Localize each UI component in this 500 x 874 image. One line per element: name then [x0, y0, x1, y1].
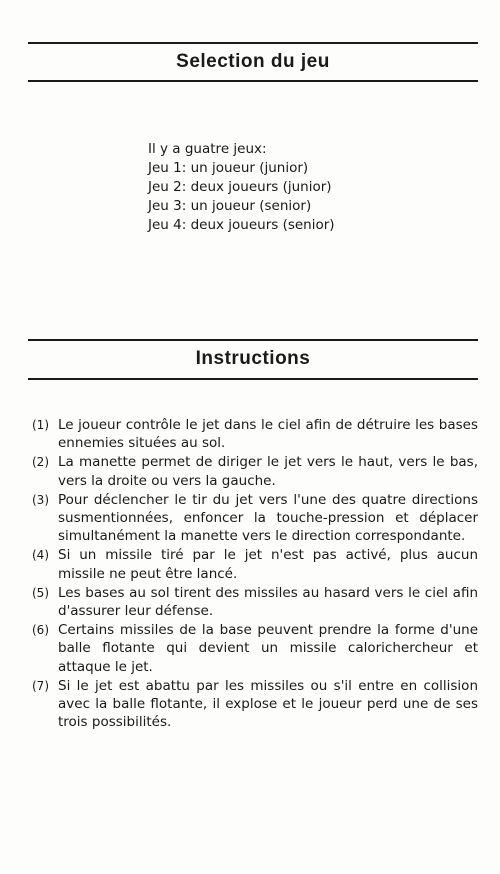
- game-list-item: Jeu 2: deux joueurs (junior): [148, 179, 332, 195]
- game-list: [148, 140, 335, 235]
- instruction-item: [32, 453, 478, 489]
- instruction-text: Pour déclencher le tir du jet vers l'une des quatre directions susmentionnées, enfoncer la touche-pression et déplacer simultanément la manette vers le direction correspondante.: [58, 491, 478, 545]
- section-title-instructions: Instructions: [195, 348, 311, 369]
- instruction-number: (1): [32, 418, 49, 432]
- instruction-item: [32, 416, 478, 452]
- instruction-number: (5): [32, 585, 49, 600]
- game-list-item: Jeu 4: deux joueurs (senior): [148, 217, 335, 233]
- instruction-text: Le joueur contrôle le jet dans le ciel afin de détruire les bases ennemies situées au sol.: [58, 417, 478, 452]
- instruction-item: [32, 677, 478, 732]
- instruction-text: Certains missiles de la base peuvent prendre la forme d'une balle flotante qui devient un missile calorichercheur et attaque le jet.: [58, 622, 478, 675]
- instruction-item: [32, 491, 478, 546]
- section-title-game-selection: Selection du jeu: [176, 51, 330, 72]
- instruction-text: Si un missile tiré par le jet n'est pas activé, plus aucun missile ne peut être lancé.: [58, 547, 478, 582]
- instruction-item: [32, 546, 478, 582]
- instructions-title-underline: [28, 378, 478, 380]
- instruction-item: [32, 621, 478, 676]
- instruction-item: [32, 584, 478, 620]
- instructions-list: [32, 416, 478, 732]
- instruction-number: (3): [32, 492, 49, 507]
- game-list-item: Jeu 1: un joueur (junior): [148, 160, 309, 176]
- instruction-number: (4): [32, 548, 49, 563]
- instruction-text: Les bases au sol tirent des missiles au hasard vers le ciel afin d'assurer leur défense.: [58, 584, 478, 620]
- instruction-number: (2): [32, 455, 49, 470]
- instruction-number: (6): [32, 623, 49, 638]
- game-list-intro: Il y a guatre jeux:: [148, 141, 267, 157]
- instruction-text: La manette permet de diriger le jet vers le haut, vers le bas, vers la droite ou vers la gauche.: [58, 454, 478, 489]
- instructions-top-rule: [28, 339, 478, 341]
- instruction-number: (7): [32, 678, 49, 693]
- game-list-item: Jeu 3: un joueur (senior): [148, 198, 312, 214]
- section-title-underline: [28, 80, 478, 82]
- instruction-text: Si le jet est abattu par les missiles ou s'il entre en collision avec la balle flotante, il explose et le joueur perd une de ses trois possibilités.: [58, 677, 478, 731]
- top-rule: [28, 42, 478, 44]
